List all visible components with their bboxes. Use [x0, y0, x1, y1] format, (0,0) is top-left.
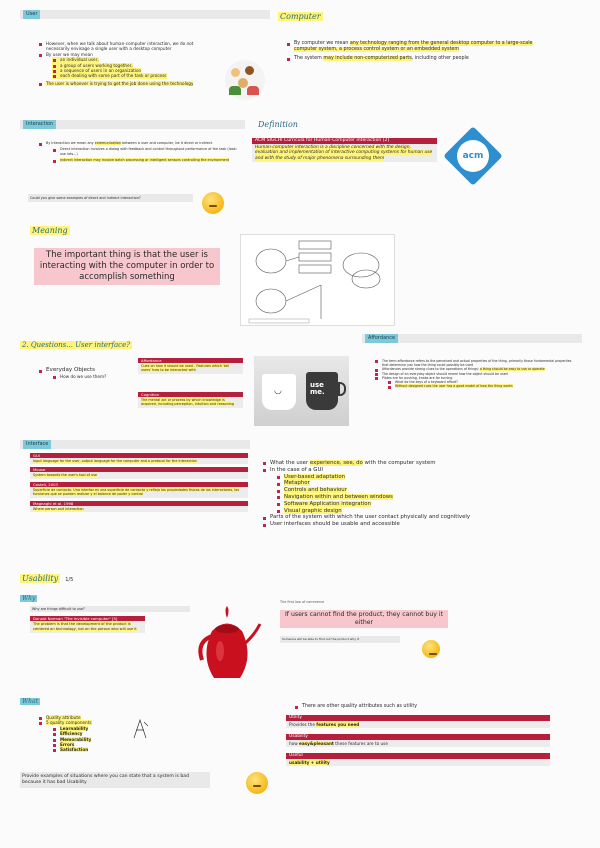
slide-title: 2. Questions... User interface?	[22, 341, 130, 349]
question-box: Why are things difficult to use?	[30, 606, 190, 612]
box-body: Superficie de contacto. Una interfaz es una superficie de contacto y refleja las propiedades fisicas de los interactores, las funciones que se pueden realizar y el balance de poder y control	[30, 487, 248, 498]
slide-first-law	[280, 600, 560, 660]
box-body: System towards the user's tool of use	[30, 472, 248, 478]
sub-bullet: Errors	[52, 742, 138, 747]
box-body: The problem is that the development of the product is centered on technology, not on the person who will use it	[30, 621, 145, 632]
bullet: By interaction we mean any communication between a user and computer, be it direct or indirect Direct interaction involves a dialog with feedback and control throughout performance of the task (look: use lots...) Indirect interaction may involve batch processing or intelligent sensors controlling the environment	[38, 141, 238, 163]
box-body: Human-computer interaction is a discipline concerned with the design, evaluation and implementation of interactive computing systems for human use and with the study of major phenomena surrounding them	[252, 144, 437, 162]
useful-box	[286, 753, 550, 766]
interaction-diagram	[240, 234, 395, 326]
slide-user-interface	[20, 332, 350, 432]
slide-usability-why	[20, 566, 270, 691]
bullet: Parts of the system with which the user contact physically and cognitively	[262, 514, 557, 521]
section-title-why: Why	[22, 595, 36, 602]
slide-title: User	[20, 10, 270, 19]
box-head: Castell, 2003	[30, 482, 248, 487]
bullet: Everyday Objects How do we use them?	[38, 367, 138, 379]
definition-box	[252, 138, 437, 162]
slide-title: Usability 1/5	[22, 574, 74, 583]
footer-note: Someone will be able to find out the product why it	[280, 636, 400, 642]
box-head: ACM SIGCHI Curricula for Human-Computer Interaction [2]	[252, 138, 437, 144]
bullet: Quality attribute	[38, 715, 138, 720]
slide-user	[20, 10, 270, 115]
box-body: Input language for the user, output language for the computer and a protocol for the interaction	[30, 458, 248, 464]
thinking-face-icon	[422, 640, 440, 658]
bullet: What the user experience, see, do with the computer system	[262, 460, 557, 467]
bullet: 5 quality components Learnability Efficiency Memorability Errors Satisfaction	[38, 720, 138, 752]
norman-box	[30, 616, 145, 632]
box-body: Cues on how it should be used - Features which 'tell users' how to be interacted with	[138, 363, 243, 374]
interface-box-gui	[30, 453, 248, 464]
teapot-image	[192, 596, 262, 688]
box-head: Mouse	[30, 467, 248, 472]
slide-title: Affordance	[362, 334, 582, 343]
utility-box	[286, 715, 550, 728]
acm-logo	[443, 126, 502, 185]
sub-bullet: Navigation within and between windows	[276, 494, 557, 501]
sub-bullet: How do we use them?	[52, 374, 138, 379]
thinking-face-icon	[246, 772, 268, 794]
bullet: The term affordance refers to the perceived and actual properties of the thing, primarily those fundamental properties that determine just how the thing could possibly be used	[374, 359, 574, 367]
bullet: The system may include non-computerized parts, including other people	[286, 56, 536, 62]
slide-title: Meaning	[32, 226, 68, 235]
slide-title: Definition	[258, 120, 298, 129]
sub-bullet: Software Application integration	[276, 501, 557, 508]
sub-bullet: an individual user,	[52, 57, 99, 62]
bullet: By user we may mean an individual user, a group of users working together, a sequence of users in an organization each dealing with some part of the task or process	[38, 52, 208, 79]
acm-logo-text: acm	[462, 151, 484, 161]
sub-bullet: Efficiency	[52, 731, 138, 736]
bullet: In the case of a GUI User-based adaptation Metaphor Controls and behaviour Navigation within and between windows Software Application integration Visual graphic design	[262, 467, 557, 515]
interface-box-castell	[30, 482, 248, 498]
mug-text: use me.	[310, 381, 325, 396]
section-title-what: What	[22, 698, 39, 705]
sub-bullet: a sequence of users in an organization	[52, 68, 141, 73]
sub-bullet: each dealing with some part of the task or process	[52, 73, 167, 78]
usability-box	[286, 734, 550, 747]
bullet: The design of an everyday object should reveal how the object should be used	[374, 372, 574, 376]
slide-title: The first law of commerce	[280, 600, 325, 604]
slide-definition	[252, 120, 552, 190]
box-body: Where person and interaction	[30, 506, 248, 512]
box-head: Magnaghi et al, 1998	[30, 501, 248, 506]
bullet: By computer we mean any technology ranging from the general desktop computer to a large-scale computer system, a process control system or an embedded system	[286, 41, 536, 53]
quote-box: If users cannot find the product, they cannot buy it either	[280, 610, 448, 628]
bullet: Plates are for pushing, knobs are for turning What do the keys of a keyboard afford? Without designed cues the user has a good model of how the thing works	[374, 376, 574, 389]
box-head: GUI	[30, 453, 248, 458]
slide-interface	[20, 440, 250, 560]
sub-bullet: Indirect interaction may involve batch processing or intelligent sensors controlling the environment	[52, 158, 238, 162]
sub-bullet: Memorability	[52, 737, 138, 742]
box-head: Usability	[286, 734, 550, 740]
thinking-face-icon	[202, 192, 224, 214]
sub-bullet: Metaphor	[276, 480, 557, 487]
bullet: User interfaces should be usable and accessible	[262, 521, 557, 528]
box-body: how easy&pleasant these features are to use	[286, 740, 550, 747]
slide-usability-what	[20, 688, 270, 808]
sub-bullet: What do the keys of a keyboard afford?	[387, 380, 574, 384]
interface-box-magnaghi	[30, 501, 248, 512]
box-body: usability + utility	[286, 759, 550, 766]
sub-bullet: Direct interaction involves a dialog with feedback and control throughout performance of the task (look: use lots...)	[52, 147, 238, 156]
sub-bullet: Satisfaction	[52, 747, 138, 752]
quote-box: The important thing is that the user is interacting with the computer in order to accomplish something	[34, 248, 220, 285]
question-box: Provide examples of situations where you can state that a system is bad because it has bad Usability	[20, 772, 210, 788]
sketch-icon	[130, 718, 150, 740]
bullet: The user is whoever is trying to get the job done using the technology	[38, 81, 268, 86]
mugs-image: use me. ◡	[254, 356, 349, 426]
box-body: Provides the features you need	[286, 721, 550, 728]
slide-meaning	[20, 218, 540, 328]
slide-ui-components	[262, 460, 562, 560]
box-body: The mental act or process by which knowledge is acquired, including perception, intuition and reasoning	[138, 397, 243, 408]
bullet: However, when we talk about human-computer interaction, we do not necessarily envisage a single user with a desktop computer	[38, 41, 208, 52]
sub-bullet: User-based adaptation	[276, 474, 557, 481]
sub-bullet: Visual graphic design	[276, 508, 557, 515]
slide-affordance	[362, 334, 582, 429]
cognition-box	[138, 392, 243, 408]
sub-bullet: Controls and behaviour	[276, 487, 557, 494]
box-head: Affordance	[138, 358, 243, 363]
box-head: Useful	[286, 753, 550, 759]
slide-title: Computer	[280, 12, 321, 21]
slide-title: Interface	[20, 440, 250, 449]
question-box: Could you give some examples of direct and indirect interaction?	[28, 194, 193, 202]
interface-box-mouse	[30, 467, 248, 478]
box-head: Donald Norman "The invisible computer" [5]	[30, 616, 145, 621]
slide-quality-attributes	[282, 704, 552, 799]
affordance-box	[138, 358, 243, 374]
sub-bullet: Learnability	[52, 726, 138, 731]
users-illustration	[225, 60, 265, 100]
slide-computer	[278, 4, 548, 74]
sub-bullet: Without designed cues the user has a good model of how the thing works	[387, 384, 574, 388]
bullet: Affordances provide strong clues to the operations of things: a thing should be easy to use or operate	[374, 367, 574, 371]
slide-title: Interaction	[20, 120, 245, 129]
sub-bullet: a group of users working together,	[52, 63, 133, 68]
slide-interaction	[20, 120, 245, 215]
bullet-list	[38, 41, 208, 79]
bullet: There are other quality attributes such as utility	[294, 704, 534, 709]
box-head: Utility	[286, 715, 550, 721]
box-head: Cognition	[138, 392, 243, 397]
